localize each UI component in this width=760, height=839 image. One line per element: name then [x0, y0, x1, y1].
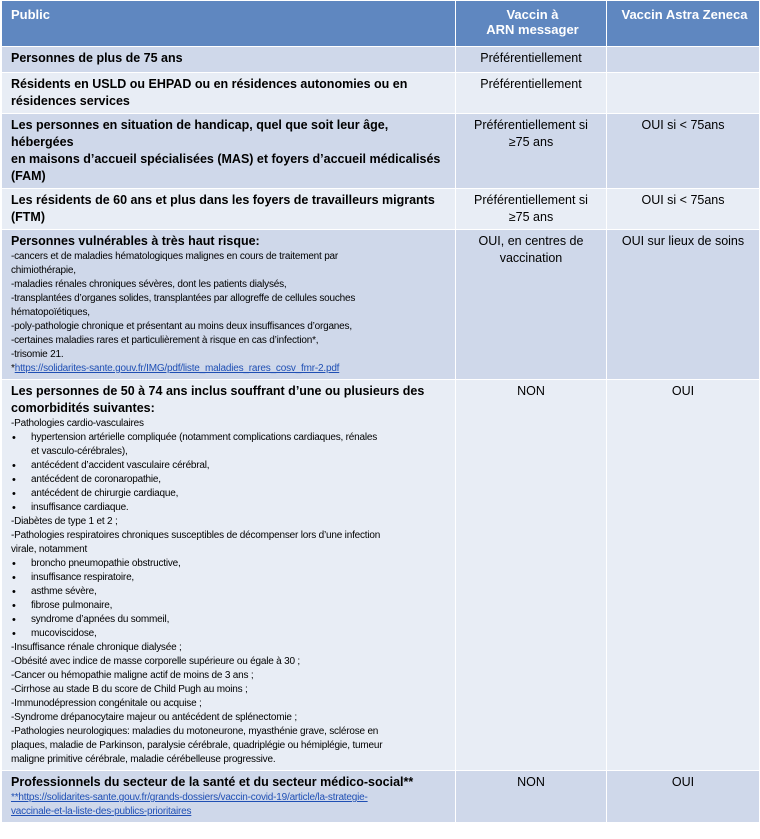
- cell-az: OUI si < 75ans: [607, 114, 760, 189]
- cell-public: Les personnes de 50 à 74 ans inclus souffrant d’une ou plusieurs des comorbidités suivantes: -Pathologies cardio-vasculaires • hypertension artérielle compliquée (notamment complications cardiaques, rénales et vasculo-cérébrales), • antécédent d’accident vasculaire cérébral, • antécédent de coronaropathie, • antécédent de chirurgie cardiaque, • insuffisance cardiaque. -Diabètes de type 1 et 2 ; -Pathologies respiratoires chroniques susceptibles de décompenser lors d’une infection virale, notamment • broncho pneumopathie obstructive, • insuffisance respiratoire, • asthme sévère, • fibrose pulmonaire, • syndrome d’apnées du sommeil, • mucoviscidose, -Insuffisance rénale chronique dialysée ; -Obésité avec indice de masse corporelle supérieure ou égale à 30 ; -Cancer ou hémopathie maligne actif de moins de 3 ans ; -Cirrhose au stade B du score de Child Pugh au moins ; -Immunodépression congénitale ou acquise ; -Syndrome drépanocytaire majeur ou antécédent de splénectomie ; -Pathologies neurologiques: maladies du motoneurone, myasthénie grave, sclérose en plaques, maladie de Parkinson, paralysie cérébrale, quadriplégie ou hémiplégie, tumeur maligne primitive cérébrale, maladie cérébelleuse progressive.: [2, 380, 456, 771]
- table-row: [2, 47, 760, 73]
- respiratory-list: [11, 557, 449, 641]
- list-item: • hypertension artérielle compliquée (notamment complications cardiaques, rénales et vasculo-cérébrales),: [31, 431, 449, 459]
- cell-arn: Préférentiellement: [456, 47, 607, 73]
- cell-az: OUI: [607, 380, 760, 771]
- cell-az: OUI sur lieux de soins: [607, 230, 760, 380]
- table-row: [2, 230, 760, 380]
- cell-az: OUI si < 75ans: [607, 189, 760, 230]
- cardio-list: [11, 431, 449, 515]
- rare-diseases-pdf-link[interactable]: https://solidarites-sante.gouv.fr/IMG/pdf/liste_maladies_rares_cosv_fmr-2.pdf: [14, 363, 340, 374]
- cell-az: [607, 47, 760, 73]
- cell-public: Personnes vulnérables à très haut risque: -cancers et de maladies hématologiques malignes en cours de traitement par chimiothérapie, -maladies rénales chroniques sévères, dont les patients dialysés, -transplantées d’organes solides, transplantées par allogreffe de cellules souches hématopoïétiques, -poly-pathologie chronique et présentant au moins deux insuffisances d’organes, -certaines maladies rares et particulièrement à risque en cas d’infection*, -trisomie 21. *https://solidarites-sante.gouv.fr/IMG/pdf/liste_maladies_rares_cosv_fmr-2.pdf: [2, 230, 456, 380]
- cell-arn: NON: [456, 380, 607, 771]
- cell-public: Les résidents de 60 ans et plus dans les foyers de travailleurs migrants (FTM): [2, 189, 456, 230]
- list-item: • asthme sévère,: [31, 585, 449, 599]
- header-astrazeneca-vaccine: Vaccin Astra Zeneca: [607, 1, 760, 47]
- cell-arn: Préférentiellement: [456, 73, 607, 114]
- cell-public: Les personnes en situation de handicap, quel que soit leur âge, hébergées en maisons d’accueil spécialisées (MAS) et foyers d’accueil médicalisés (FAM): [2, 114, 456, 189]
- table-row: [2, 73, 760, 114]
- cell-arn: Préférentiellement si ≥75 ans: [456, 114, 607, 189]
- table-row: [2, 380, 760, 771]
- list-item: • antécédent de chirurgie cardiaque,: [31, 487, 449, 501]
- list-item: • insuffisance respiratoire,: [31, 571, 449, 585]
- list-item: • fibrose pulmonaire,: [31, 599, 449, 613]
- vaccine-strategy-link[interactable]: **https://solidarites-sante.gouv.fr/grands-dossiers/vaccin-covid-19/article/la-strategie- vaccinale-et-la-liste-des-publics-prioritaires: [11, 792, 368, 817]
- list-item: • antécédent de coronaropathie,: [31, 473, 449, 487]
- cell-public: Résidents en USLD ou EHPAD ou en résidences autonomies ou en résidences services: [2, 73, 456, 114]
- list-item: • syndrome d’apnées du sommeil,: [31, 613, 449, 627]
- table-row: [2, 771, 760, 823]
- header-public: Public: [2, 1, 456, 47]
- vaccination-public-table: [1, 0, 760, 823]
- list-item: • broncho pneumopathie obstructive,: [31, 557, 449, 571]
- cell-public: Professionnels du secteur de la santé et du secteur médico-social** **https://solidarites-sante.gouv.fr/grands-dossiers/vaccin-covid-19/article/la-strategie- vaccinale-et-la-liste-des-publics-prioritaires: [2, 771, 456, 823]
- list-item: • mucoviscidose,: [31, 627, 449, 641]
- list-item: • insuffisance cardiaque.: [31, 501, 449, 515]
- list-item: • antécédent d’accident vasculaire cérébral,: [31, 459, 449, 473]
- cell-arn: Préférentiellement si ≥75 ans: [456, 189, 607, 230]
- cell-arn: NON: [456, 771, 607, 823]
- table-row: [2, 114, 760, 189]
- cell-arn: OUI, en centres de vaccination: [456, 230, 607, 380]
- cell-az: [607, 73, 760, 114]
- table-row: [2, 189, 760, 230]
- cell-az: OUI: [607, 771, 760, 823]
- header-arn-vaccine: Vaccin à ARN messager: [456, 1, 607, 47]
- cell-public: Personnes de plus de 75 ans: [2, 47, 456, 73]
- table-header-row: [2, 1, 760, 47]
